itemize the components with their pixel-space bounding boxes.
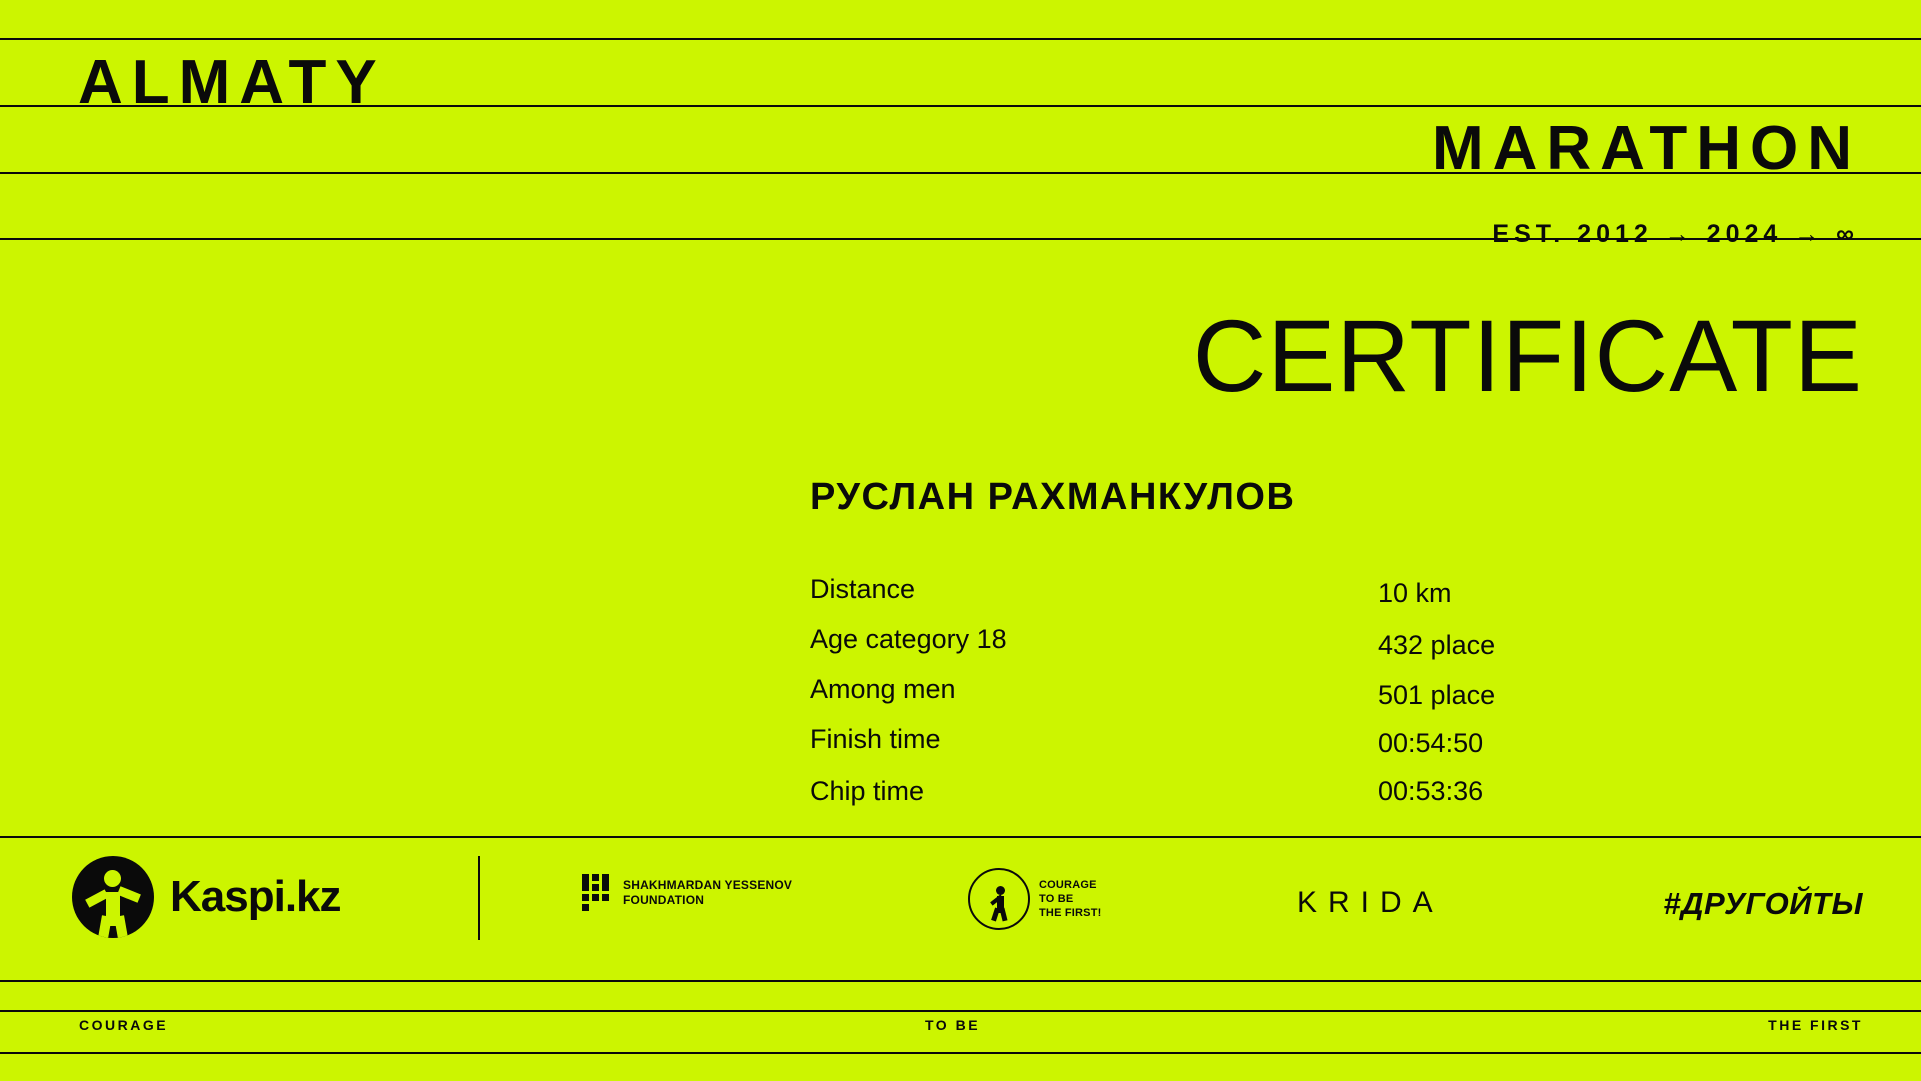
result-label: Distance (810, 574, 916, 604)
table-row (810, 622, 1870, 674)
corporate-fund-line-1: COURAGE (1039, 878, 1097, 891)
sponsor-corporate-fund (968, 868, 1102, 930)
rule-footer-bottom (0, 1052, 1921, 1054)
footer-right: THE FIRST (1768, 1017, 1863, 1033)
sponsor-krida: KRIDA (1297, 886, 1444, 919)
yessenov-wordmark (623, 878, 792, 908)
result-value: 432 place (1378, 630, 1496, 660)
result-value: 00:53:36 (1378, 776, 1484, 806)
corporate-fund-line-3: THE FIRST! (1039, 907, 1102, 920)
brand-almaty: ALMATY (78, 48, 386, 117)
yessenov-line-2: FOUNDATION (623, 892, 705, 907)
result-value: 10 km (1378, 578, 1452, 608)
sponsor-kaspi (72, 856, 341, 938)
table-row (810, 674, 1870, 726)
results-table (810, 570, 1870, 830)
rule-top-1 (0, 38, 1921, 40)
athlete-name: РУСЛАН РАХМАНКУЛОВ (810, 476, 1296, 518)
result-value: 501 place (1378, 680, 1496, 710)
result-value: 00:54:50 (1378, 728, 1484, 758)
footer-center: TO BE (925, 1017, 981, 1033)
table-row (810, 726, 1870, 778)
yessenov-line-1: SHAKHMARDAN YESSENOV (623, 877, 793, 892)
corporate-fund-wordmark (1039, 878, 1102, 921)
footer-left: COURAGE (79, 1017, 169, 1033)
footer-tagline (0, 1018, 1921, 1048)
table-row (810, 570, 1870, 622)
result-label: Finish time (810, 724, 941, 754)
sponsor-hashtag: #ДРУГОЙТЫ (1663, 886, 1863, 921)
result-label: Age category 18 (810, 624, 1007, 654)
yessenov-bars-icon (582, 874, 611, 911)
sponsor-strip (0, 838, 1921, 981)
result-label: Chip time (810, 776, 925, 806)
result-label: Among men (810, 674, 956, 704)
brand-established: EST. 2012 → 2024 → ∞ (1492, 220, 1859, 248)
kaspi-wordmark: Kaspi.kz (170, 872, 341, 921)
table-row (810, 778, 1870, 830)
sponsor-yessenov-foundation (582, 874, 792, 911)
brand-marathon: MARATHON (1431, 114, 1861, 183)
page-title: CERTIFICATE (1192, 299, 1863, 413)
corporate-fund-line-2: TO BE (1039, 892, 1074, 905)
rule-footer-top (0, 1010, 1921, 1012)
sponsor-divider (478, 856, 480, 940)
kaspi-runner-icon (72, 856, 154, 938)
corporate-fund-seal-icon (968, 868, 1030, 930)
